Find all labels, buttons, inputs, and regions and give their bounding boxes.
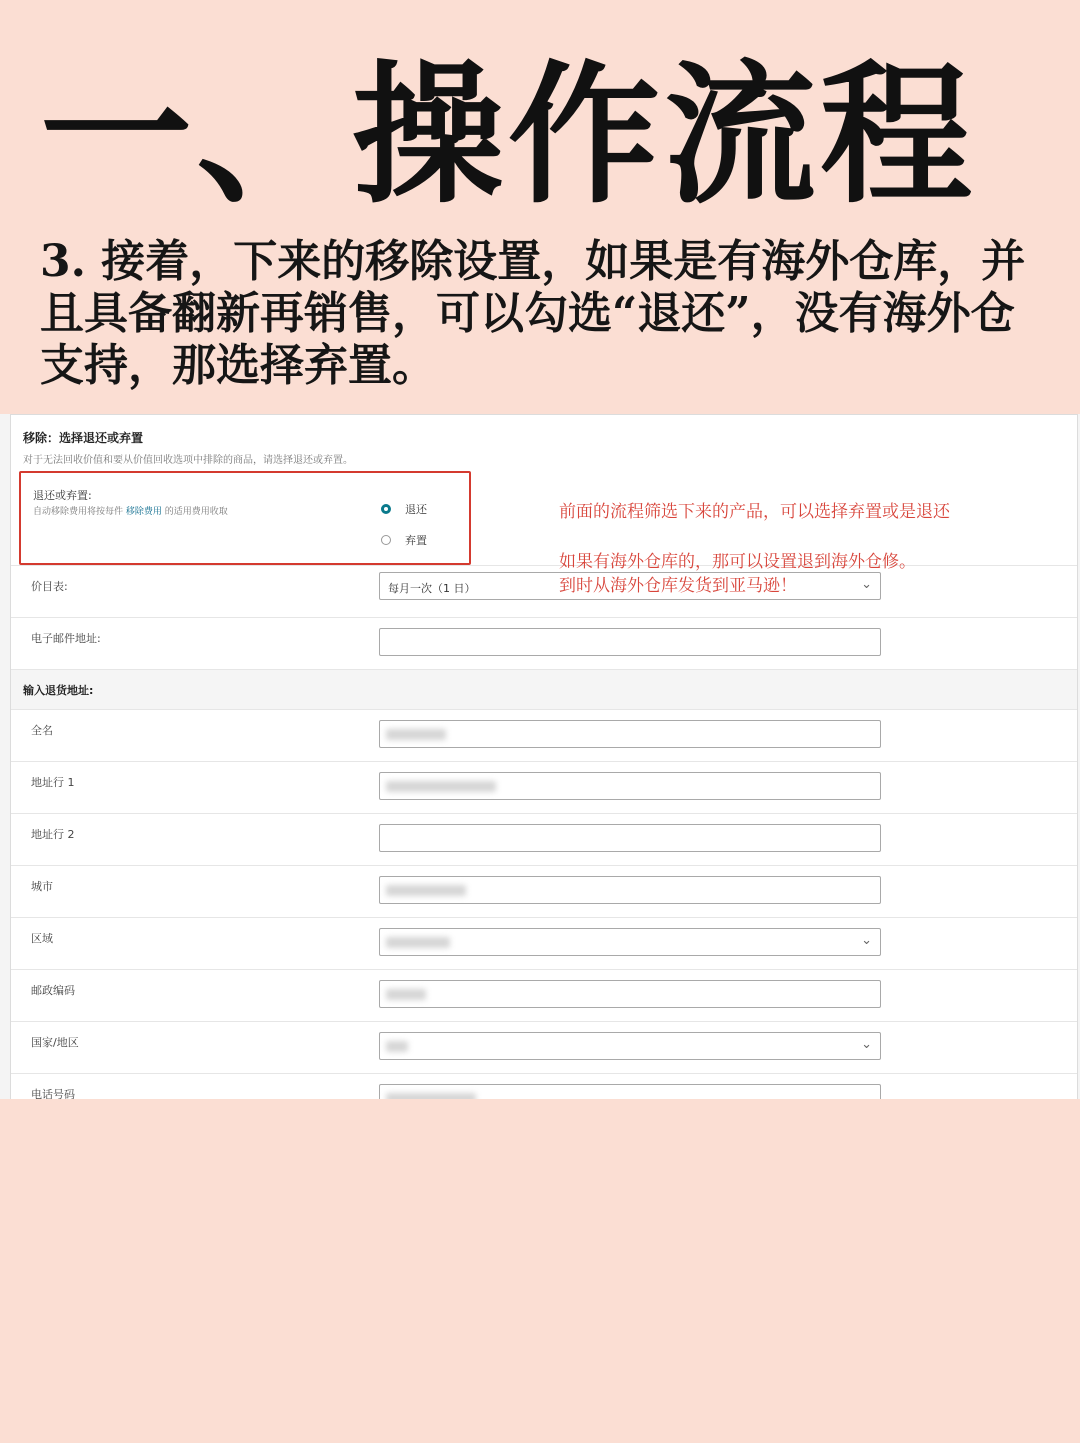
removal-fee-link[interactable]: 移除费用 [125,507,162,517]
radio-dispose-label: 弃置 [405,534,427,547]
redacted-value [386,885,466,896]
phone-label: 电话号码 [31,1088,75,1099]
fullname-row [11,709,1077,762]
screenshot-panel [0,414,1080,1099]
annotation-line-2: 如果有海外仓库的，那可以设置退到海外仓修。 [559,552,916,572]
city-row [11,865,1077,918]
section-header [23,429,353,466]
country-select[interactable] [379,1032,881,1060]
schedule-row [11,565,1077,618]
address1-label: 地址行 1 [31,776,75,789]
region-row [11,917,1077,970]
address2-label: 地址行 2 [31,828,75,841]
chevron-down-icon: ⌄ [861,933,872,948]
annotation-line-1: 前面的流程筛选下来的产品，可以选择弃置或是退还 [559,502,950,522]
return-address-label: 输入退货地址: [23,684,94,697]
schedule-label: 价目表: [31,580,68,593]
email-input[interactable] [379,628,881,656]
country-row [11,1021,1077,1074]
address2-row [11,813,1077,866]
email-row [11,617,1077,670]
postcode-input[interactable] [379,980,881,1008]
redacted-value [386,937,450,948]
region-label: 区域 [31,932,53,945]
hero-title: 一、操作流程 [40,45,976,224]
redacted-value [386,729,446,740]
country-label: 国家/地区 [31,1036,79,1049]
redacted-value [386,781,496,792]
fullname-input[interactable] [379,720,881,748]
removal-settings-form [10,414,1078,1099]
redacted-value [386,1041,408,1052]
redacted-value [386,989,426,1000]
section-subtitle: 对于无法回收价值和要从价值回收选项中排除的商品，请选择退还或弃置。 [23,455,353,466]
chevron-down-icon: ⌄ [861,1037,872,1052]
radio-return-label: 退还 [405,503,427,516]
radio-unselected-icon[interactable] [381,535,391,545]
help-text-prefix: 自动移除费用将按每件 [33,507,124,517]
address2-input[interactable] [379,824,881,852]
city-input[interactable] [379,876,881,904]
return-address-header [11,669,1077,710]
removal-choice-group [19,471,471,565]
address1-input[interactable] [379,772,881,800]
schedule-value: 每月一次（1 日） [388,582,476,595]
removal-choice-help [33,504,228,517]
address1-row [11,761,1077,814]
phone-input[interactable] [379,1084,881,1099]
radio-dispose[interactable] [381,532,427,548]
region-select[interactable] [379,928,881,956]
section-title: 移除：选择退还或弃置 [23,431,144,445]
annotation-line-3: 到时从海外仓库发货到亚马逊！ [559,576,797,596]
chevron-down-icon: ⌄ [861,577,872,592]
email-label: 电子邮件地址: [31,632,101,645]
radio-selected-icon[interactable] [381,504,391,514]
postcode-row [11,969,1077,1022]
postcode-label: 邮政编码 [31,984,75,997]
fullname-label: 全名 [31,724,53,737]
help-text-suffix: 的适用费用收取 [164,507,228,517]
phone-row [11,1073,1077,1099]
radio-return[interactable] [381,501,427,517]
removal-choice-label: 退还或弃置: [33,489,92,502]
hero-description: 3. 接着，下来的移除设置，如果是有海外仓库，并且具备翻新再销售，可以勾选“退还”，没有海外仓支持，那选择弃置。 [40,236,1026,391]
city-label: 城市 [31,880,53,893]
redacted-value [386,1093,476,1099]
